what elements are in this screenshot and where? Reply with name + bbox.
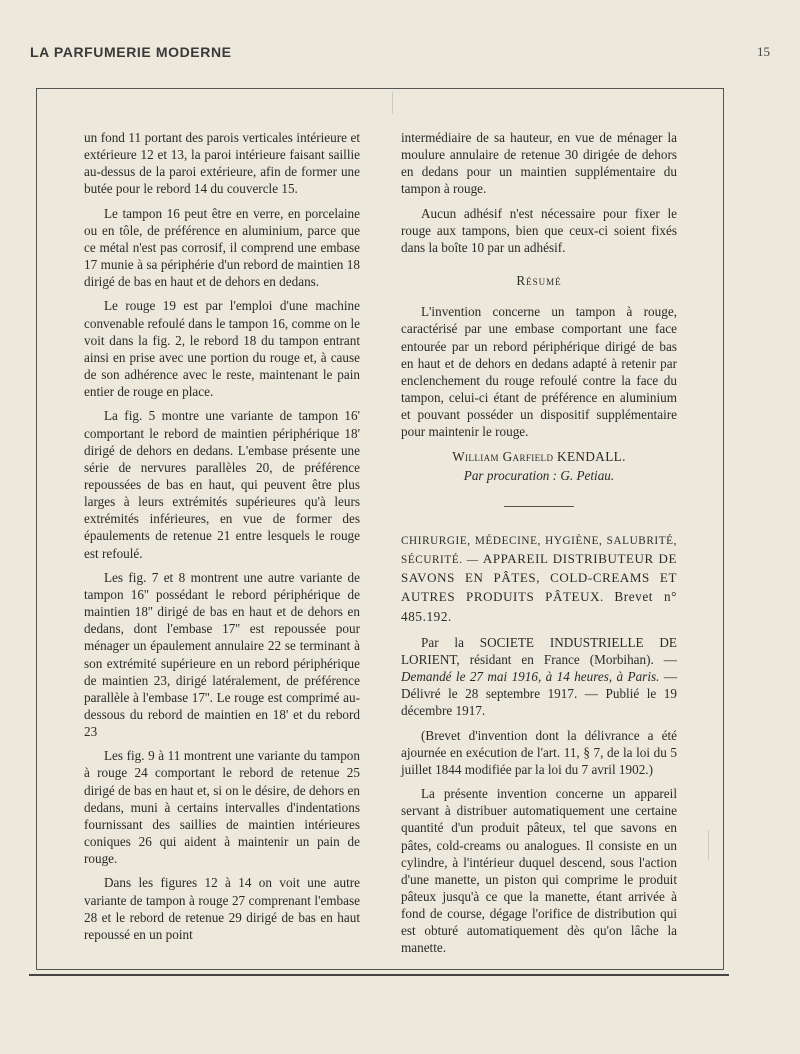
patent-note: (Brevet d'invention dont la délivrance a été ajournée en exécution de l'art. 11, § 7, de la loi du 5 juillet 1844 modifiée par la loi du 7 avril 1902.) bbox=[401, 727, 677, 777]
page-header bbox=[30, 44, 770, 66]
article-frame bbox=[36, 88, 724, 970]
page-number: 15 bbox=[757, 44, 770, 59]
delivre-date: — Délivré le 28 septembre 1917. — Publié le 19 décembre 1917. bbox=[401, 669, 677, 719]
patent-subject: APPAREIL DISTRIBUTEUR DE SAVONS EN PÂTES, COLD-CREAMS ET AUTRES PRODUITS PÂTEUX. bbox=[401, 551, 677, 605]
patent-category: CHIRURGIE, MÉDECINE, HYGIÈNE, SALUBRITÉ, SÉCURITÉ. — bbox=[401, 534, 677, 567]
brevet-number: Brevet n° 485.192. bbox=[401, 589, 678, 624]
paragraph: un fond 11 portant des parois verticales intérieure et extérieure 12 et 13, la paroi intérieure faisant saillie au-dessus de la paroi extérieure, afin de former une butée pour le rebord 14 du couvercle 15. bbox=[84, 130, 360, 197]
paragraph: intermédiaire de sa hauteur, en vue de ménager la moulure annulaire de retenue 30 dirigée de dehors en dedans pour un maintien supplémentaire du tampon à rouge. bbox=[401, 130, 677, 197]
right-column bbox=[401, 129, 677, 964]
patent-details bbox=[401, 634, 677, 720]
signature: William Garfield KENDALL. bbox=[452, 448, 626, 464]
left-column bbox=[84, 129, 360, 950]
applicant: Par la SOCIETE INDUSTRIELLE DE LORIENT, résidant en France (Morbihan). — bbox=[401, 634, 677, 667]
section-divider bbox=[504, 506, 574, 507]
patent-title bbox=[401, 533, 677, 627]
patent-description: La présente invention concerne un appareil servant à distribuer automatiquement une certaine quantité d'un produit pâteux, tel que savons en pâtes, cold-creams ou analogues. Il consiste en un cylindre, à l'intérieur duquel descend, sous l'action d'une manette, un piston qui comprime le produit pâteux jusqu'à ce que la manette, étant arrivée à fond de course, dégage l'orifice de distribution qui est obturé automatiquement dès qu'on lâche la manette. bbox=[401, 786, 677, 956]
resume-text: L'invention concerne un tampon à rouge, caractérisé par une embase comportant une face entourée par un rebord périphérique dirigé de bas en haut et de dehors en dedans adapté à retenir par enclenchement du rouge refoulé contre la face du tampon, celui-ci étant de préférence en aluminium et pouvant posséder un dispositif supplémentaire pour maintenir le rouge. bbox=[401, 304, 677, 440]
paragraph: Les fig. 9 à 11 montrent une variante du tampon à rouge 24 comportant le rebord de retenue 25 dirigé de bas en haut et, si on le désire, de dehors en dedans, muni à certains intervalles d'indentations fournissant des saillies de maintien intérieures coniques 26 qui aident à maintenir un pain de rouge. bbox=[84, 748, 360, 867]
paragraph: Le tampon 16 peut être en verre, en porcelaine ou en tôle, de préférence en aluminium, parce que ce métal n'est pas corrosif, il comprend une embase 17 munie à sa périphérie d'un rebord de maintien 18 dirigé de bas en haut et de dehors en dedans. bbox=[84, 205, 360, 290]
resume-heading: Résumé bbox=[516, 273, 562, 289]
paragraph: Aucun adhésif n'est nécessaire pour fixer le rouge aux tampons, bien que ceux-ci soient fixés dans la boîte 10 par un adhésif. bbox=[401, 205, 677, 255]
demande-date: Demandé le 27 mai 1916, à 14 heures, à Paris. bbox=[401, 669, 660, 685]
paragraph: Les fig. 7 et 8 montrent une autre variante de tampon 16'' possédant le rebord périphérique de maintien 18'' dirigé de bas en haut et de dehors en dedans, dont l'embase 17'' est repoussée pour ménager un épaulement annulaire 22 se terminant à son extrémité supérieure en un rebord périphérique de maintien 23, dirigé latéralement, de préférence parallèle à l'embase 17''. Le rouge est comprimé au-dessous du rebord de maintien en 18' et du rebord 23 bbox=[84, 569, 360, 740]
procuration: Par procuration : G. Petiau. bbox=[463, 467, 615, 483]
publication-title: LA PARFUMERIE MODERNE bbox=[30, 44, 232, 60]
paragraph: La fig. 5 montre une variante de tampon 16' comportant le rebord de maintien périphérique 18' dirigé de dehors en dedans. L'embase présente une série de nervures parallèles 20, de préférence repoussées de bas en haut, qui peuvent être plus larges à leurs extrémités supérieures qu'à leurs extrémités inférieures, en vue de former des épaulements de retenue 21 entre lesquels le rouge est refoulé. bbox=[84, 408, 360, 561]
paragraph: Dans les figures 12 à 14 on voit une autre variante de tampon à rouge 27 comprenant l'embase 28 et le rebord de retenue 29 dirigé de bas en haut repoussé en un point bbox=[84, 875, 360, 942]
paragraph: Le rouge 19 est par l'emploi d'une machine convenable refoulé dans le tampon 16, comme on le voit dans la fig. 2, le rebord 18 du tampon entrant ainsi en prise avec une portion du rouge et, à cause de son adhérence avec le reste, maintenant le pain entier de rouge en place. bbox=[84, 298, 360, 400]
